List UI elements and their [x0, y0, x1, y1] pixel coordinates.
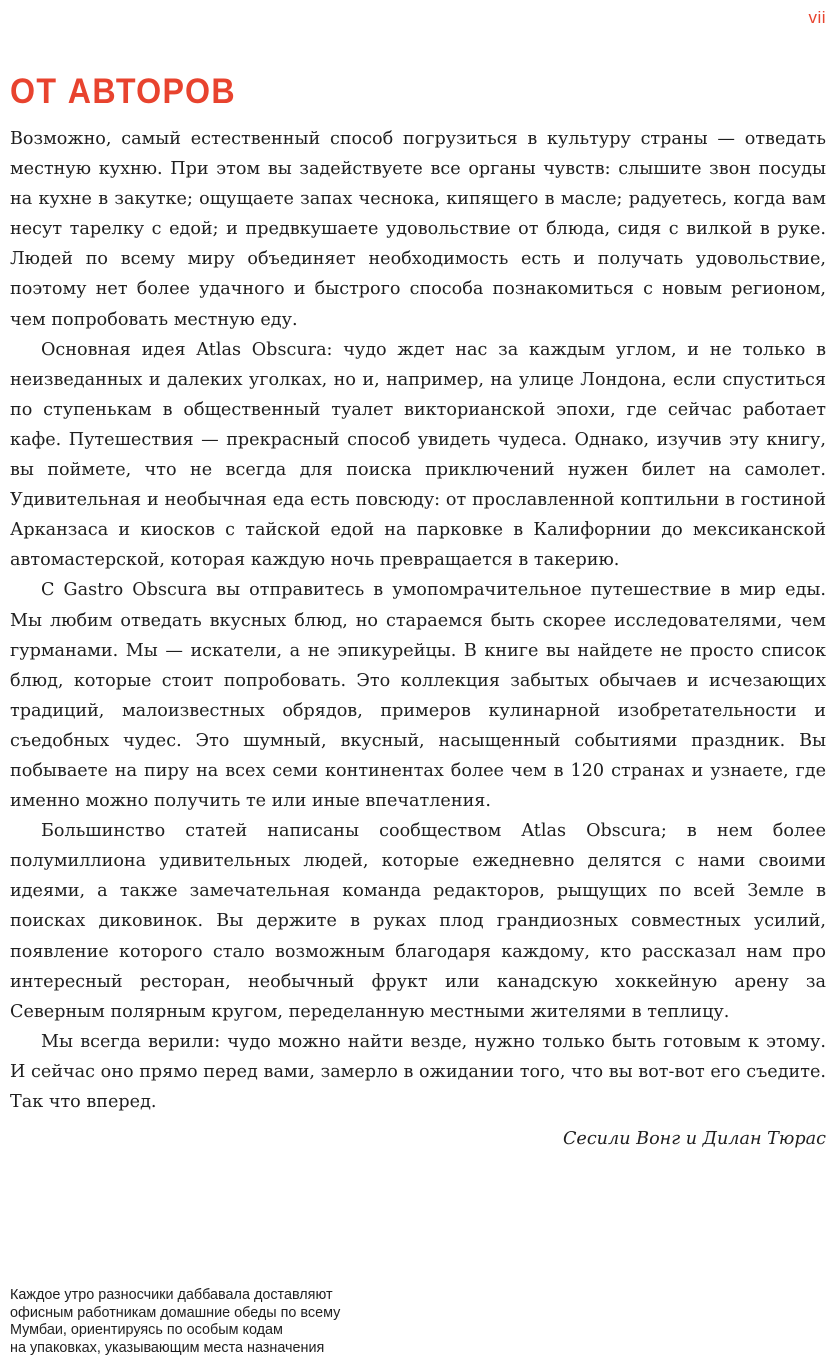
paragraph-4: Большинство статей написаны сообществом Atlas Obscura; в нем более полумиллиона удивительных людей, которые ежедневно делятся с нами своими идеями, а также замечательная команда редакторов, рыщущих по всей Земле в поисках диковинок. Вы держите в руках плод грандиозных совместных усилий, появление которого стало возможным благодаря каждому, кто рассказал нам про интересный ресторан, необычный фрукт или канадскую хоккейную арену за Северным полярным кругом, переделанную местными жителями в теплицу. [10, 821, 826, 1022]
photo-caption: Каждое утро разносчики даббавала доставляют офисным работникам домашние обеды по всему Мумбаи, ориентируясь по особым кодам на упаковках, указывающим места назначения [10, 1287, 341, 1356]
paragraph-3: С Gastro Obscura вы отправитесь в умопомрачительное путешествие в мир еды. Мы любим отведать вкусных блюд, но стараемся быть скорее исследователями, чем гурманами. Мы — искатели, а не эпикурейцы. В книге вы найдете не просто список блюд, которые стоит попробовать. Это коллекция забытых обычаев и исчезающих традиций, малоизвестных обрядов, примеров кулинарной изобретательности и съедобных чудес. Это шумный, вкусный, насыщенный событиями праздник. Вы побываете на пиру на всех семи континентах более чем в 120 странах и узнаете, где именно можно получить те или иные впечатления. [10, 580, 826, 812]
page-number: vii [808, 8, 826, 27]
page-title: ОТ АВТОРОВ [10, 72, 237, 111]
paragraph-1: Возможно, самый естественный способ погрузиться в культуру страны — отведать местную кухню. При этом вы задействуете все органы чувств: слышите звон посуды на кухне в закутке; ощущаете запах чеснока, кипящего в масле; радуетесь, когда вам несут тарелку с едой; и предвкушаете удовольствие от блюда, сидя с вилкой в руке. Людей по всему миру объединяет необходимость есть и получать удовольствие, поэтому нет более удачного и быстрого способа познакомиться с новым регионом, чем попробовать местную еду. [10, 129, 826, 330]
article-body [10, 124, 826, 1117]
paragraph-5: Мы всегда верили: чудо можно найти везде, нужно только быть готовым к этому. И сейчас оно прямо перед вами, замерло в ожидании того, что вы вот-вот его съедите. Так что вперед. [10, 1031, 826, 1112]
author-signature: Сесили Вонг и Дилан Тюрас [562, 1129, 826, 1149]
paragraph-2: Основная идея Atlas Obscura: чудо ждет нас за каждым углом, и не только в неизведанных и далеких уголках, но и, например, на улице Лондона, если спуститься по ступенькам в общественный туалет викторианской эпохи, где сейчас работает кафе. Путешествия — прекрасный способ увидеть чудеса. Однако, изучив эту книгу, вы поймете, что не всегда для поиска приключений нужен билет на самолет. Удивительная и необычная еда есть повсюду: от прославленной коптильни в гостиной Арканзаса и киосков с тайской едой на парковке в Калифорнии до мексиканской автомастерской, которая каждую ночь превращается в такерию. [10, 339, 826, 571]
